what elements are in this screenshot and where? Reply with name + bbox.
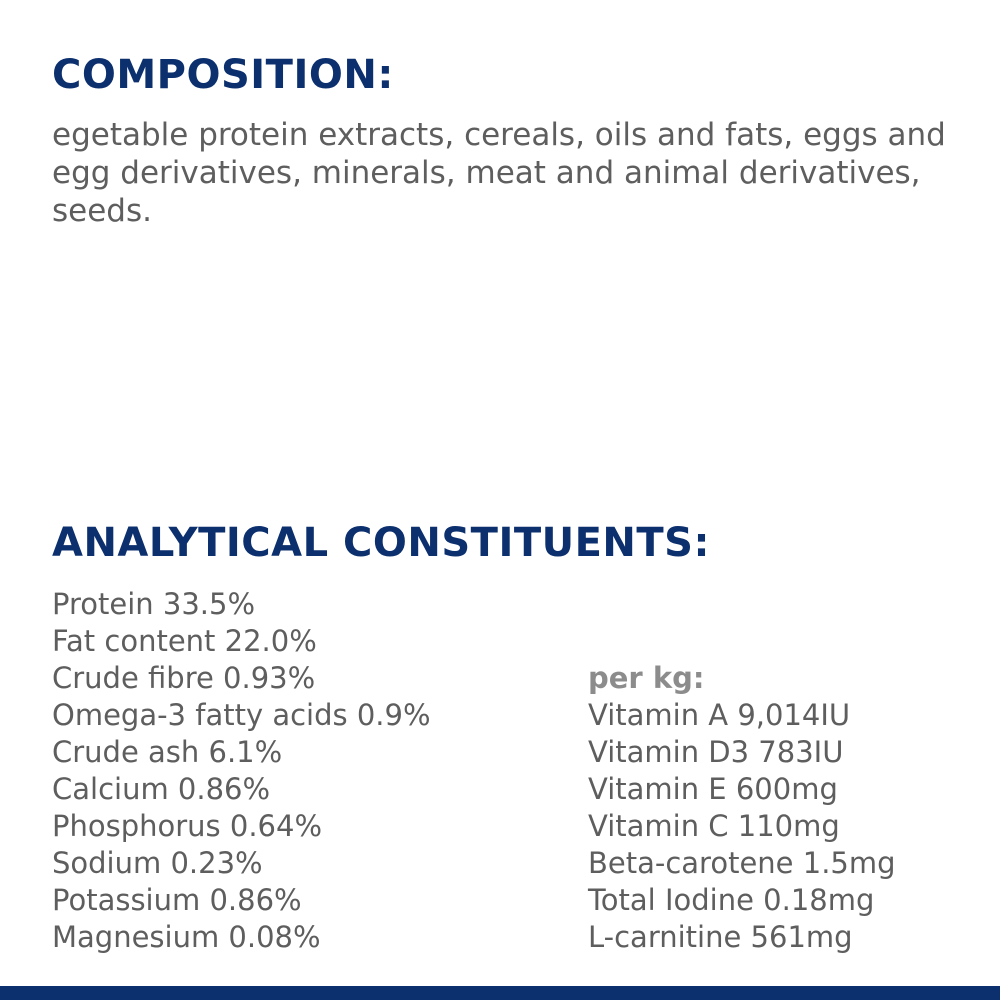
per-kg-label: per kg: — [588, 661, 705, 695]
additive-item: Total Iodine 0.18mg — [588, 883, 875, 917]
constituent-item: Crude fibre 0.93% — [52, 661, 316, 695]
composition-heading: COMPOSITION: — [52, 52, 394, 98]
additive-item: Vitamin A 9,014IU — [588, 698, 851, 732]
additive-item: Beta-carotene 1.5mg — [588, 846, 896, 880]
per-kg-list — [588, 660, 896, 956]
constituent-item: Protein 33.5% — [52, 587, 255, 621]
constituent-item: Omega-3 fatty acids 0.9% — [52, 698, 431, 732]
bottom-accent-bar — [0, 986, 1000, 1000]
analytical-constituents-list — [52, 586, 431, 956]
constituent-item: Potassium 0.86% — [52, 883, 302, 917]
additive-item: L-carnitine 561mg — [588, 920, 853, 954]
constituent-item: Fat content 22.0% — [52, 624, 317, 658]
constituent-item: Magnesium 0.08% — [52, 920, 321, 954]
additive-item: Vitamin E 600mg — [588, 772, 838, 806]
composition-text: egetable protein extracts, cereals, oils and fats, eggs and egg derivatives, minerals, meat and animal derivatives, seeds. — [52, 117, 946, 229]
additive-item: Vitamin D3 783IU — [588, 735, 844, 769]
constituent-item: Phosphorus 0.64% — [52, 809, 323, 843]
additive-item: Vitamin C 110mg — [588, 809, 840, 843]
constituent-item: Calcium 0.86% — [52, 772, 271, 806]
analytical-constituents-heading: ANALYTICAL CONSTITUENTS: — [52, 520, 710, 566]
constituent-item: Sodium 0.23% — [52, 846, 263, 880]
constituent-item: Crude ash 6.1% — [52, 735, 283, 769]
